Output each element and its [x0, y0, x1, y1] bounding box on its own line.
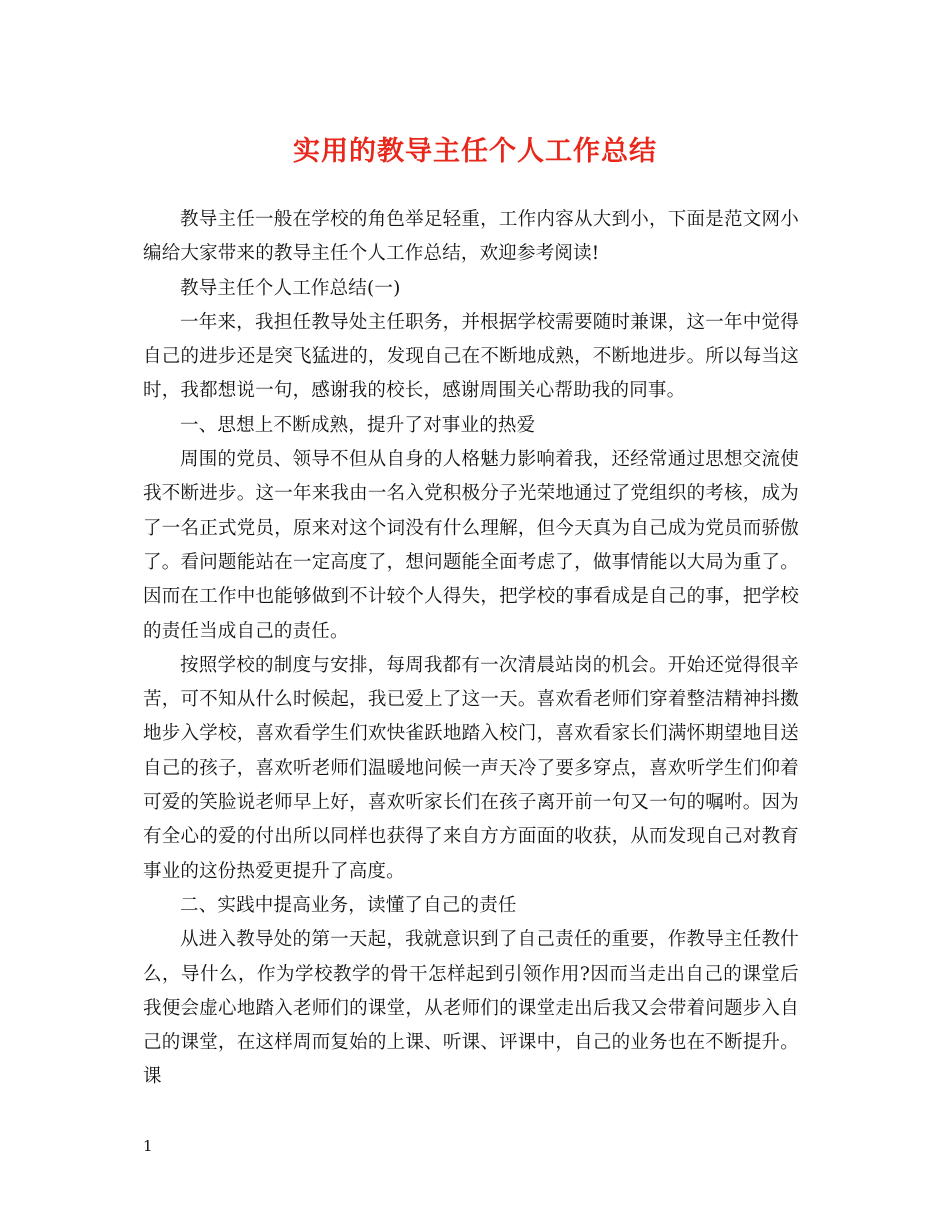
document-body	[143, 203, 799, 1095]
page-number: 1	[143, 1137, 153, 1155]
body-paragraph: 周围的党员、领导不但从自身的人格魅力影响着我，还经常通过思想交流使我不断进步。这一年来我由一名入党积极分子光荣地通过了党组织的考核，成为了一名正式党员，原来对这个词没有什么理解，但今天真为自己成为党员而骄傲了。看问题能站在一定高度了，想问题能全面考虑了，做事情能以大局为重了。因而在工作中也能够做到不计较个人得失，把学校的事看成是自己的事，把学校的责任当成自己的责任。	[143, 449, 799, 642]
body-paragraph: 一年来，我担任教导处主任职务，并根据学校需要随时兼课，这一年中觉得自己的进步还是突飞猛进的，发现自己在不断地成熟，不断地进步。所以每当这时，我都想说一句，感谢我的校长，感谢周围关心帮助我的同事。	[143, 311, 799, 402]
body-paragraph: 按照学校的制度与安排，每周我都有一次清晨站岗的机会。开始还觉得很辛苦，可不知从什么时候起，我已爱上了这一天。喜欢看老师们穿着整洁精神抖擞地步入学校，喜欢看学生们欢快雀跃地踏入校门，喜欢看家长们满怀期望地目送自己的孩子，喜欢听老师们温暖地问候一声天冷了要多穿点，喜欢听学生们仰着可爱的笑脸说老师早上好，喜欢听家长们在孩子离开前一句又一句的嘱咐。因为有全心的爱的付出所以同样也获得了来自方方面面的收获，从而发现自己对教育事业的这份热爱更提升了高度。	[143, 654, 799, 882]
body-paragraph: 从进入教导处的第一天起，我就意识到了自己责任的重要，作教导主任教什么，导什么，作为学校教学的骨干怎样起到引领作用?因而当走出自己的课堂后我便会虚心地踏入老师们的课堂，从老师们的课堂走出后我又会带着问题步入自己的课堂，在这样周而复始的上课、听课、评课中，自己的业务也在不断提升。课	[143, 929, 799, 1088]
subsection-heading: 一、思想上不断成熟，提升了对事业的热爱	[180, 414, 536, 436]
section-heading: 教导主任个人工作总结(一)	[180, 277, 401, 299]
subsection-heading: 二、实践中提高业务，读懂了自己的责任	[180, 894, 517, 916]
document-title: 实用的教导主任个人工作总结	[293, 136, 657, 167]
intro-paragraph: 教导主任一般在学校的角色举足轻重，工作内容从大到小，下面是范文网小编给大家带来的教导主任个人工作总结，欢迎参考阅读!	[143, 209, 799, 265]
